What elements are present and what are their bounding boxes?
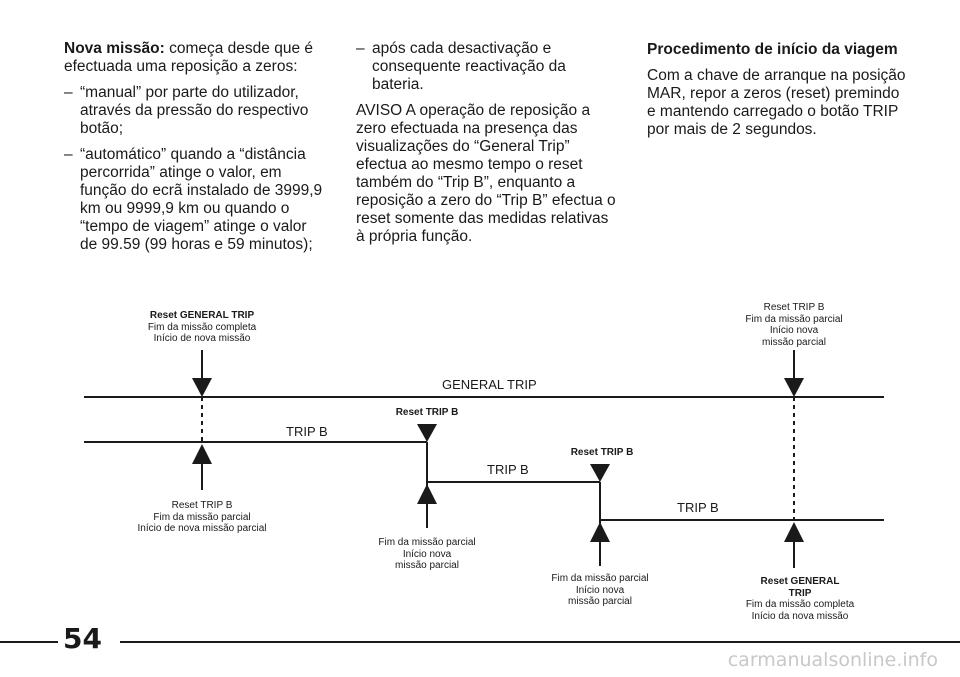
list-item-text: “manual” por parte do utilizador, através da pressão do respectivo botão;: [80, 84, 309, 137]
reset-general-trip-label: [700, 576, 900, 622]
reset-general-trip-label: [102, 310, 302, 345]
label-line: Início da nova missão: [751, 610, 849, 622]
list-item-text: “automático” quando a “distância percorrida” atinge o valor, em função do ecrã instalado de 3999,9 km ou 9999,9 km ou quando o “tempo de viagem” atinge o valor de 99.59 (99 horas e 59 minutos);: [80, 146, 323, 253]
arrow-up-icon: [417, 484, 437, 504]
label-line: Reset TRIP B: [763, 302, 825, 313]
label-line: Fim da missão completa: [745, 599, 855, 610]
label-line: Início de nova missão parcial: [137, 523, 267, 534]
label-line: missão parcial: [762, 336, 826, 348]
label-bold: Reset TRIP B: [395, 407, 459, 418]
watermark: carmanualsonline.info: [727, 649, 938, 671]
arrow-down-icon: [784, 378, 804, 397]
partial-mission-label: [327, 537, 527, 572]
arrow-up-icon: [192, 444, 212, 464]
label-bold: TRIP: [788, 587, 812, 599]
label-line: Fim da missão completa: [147, 321, 257, 333]
label-line: missão parcial: [395, 560, 459, 571]
arrow-down-icon: [417, 424, 437, 442]
label-line: Fim da missão parcial: [378, 537, 476, 548]
partial-mission-label: [500, 573, 700, 608]
section-title: Procedimento de início da viagem: [647, 41, 898, 58]
arrow-up-icon: [590, 522, 610, 542]
label-bold: Reset GENERAL TRIP: [149, 310, 255, 321]
label-line: Início nova: [402, 548, 452, 560]
arrow-down-icon: [192, 378, 212, 397]
label-bold: Reset GENERAL: [760, 576, 840, 587]
label-line: Reset TRIP B: [171, 500, 233, 511]
general-trip-label: GENERAL TRIP: [442, 377, 537, 392]
trip-b-label: TRIP B: [286, 424, 328, 439]
reset-trip-b-label: [502, 447, 702, 459]
reset-trip-b-label: [694, 302, 894, 348]
label-bold: Reset TRIP B: [570, 447, 634, 458]
warning-paragraph: AVISO A operação de reposição a zero efectuada na presença das visualizações do “General Trip” efectua ao mesmo tempo o reset também do “Trip B”, enquanto a reposição a zero do “Trip B” efectua o reset somente das medidas relativas à própria função.: [356, 102, 616, 245]
footer-rule-left: [0, 641, 58, 643]
arrow-down-icon: [590, 464, 610, 482]
trip-b-label: TRIP B: [677, 500, 719, 515]
procedure-text: Com a chave de arranque na posição MAR, repor a zeros (reset) premindo e mantendo carregado o botão TRIP por mais de 2 segundos.: [647, 67, 906, 138]
dash-mark: –: [356, 40, 365, 57]
label-line: missão parcial: [568, 596, 632, 607]
reset-trip-b-label: [327, 407, 527, 419]
label-line: Fim da missão parcial: [745, 313, 843, 325]
page-number: 54: [63, 622, 102, 655]
label-line: Início de nova missão: [153, 333, 251, 344]
intro-heading: Nova missão:: [64, 40, 165, 57]
trip-b-label: TRIP B: [487, 462, 529, 477]
label-line: Início nova: [769, 325, 819, 336]
intro-text: começa desde que é efectuada uma reposição a zeros:: [64, 40, 314, 75]
label-line: Fim da missão parcial: [153, 511, 251, 523]
dash-mark: –: [64, 84, 73, 101]
list-item-text: após cada desactivação e consequente reactivação da bateria.: [372, 40, 566, 93]
dash-mark: –: [64, 146, 73, 163]
label-line: Início nova: [575, 584, 625, 596]
reset-trip-b-label: [102, 500, 302, 535]
footer-rule-right: [120, 641, 960, 643]
label-line: Fim da missão parcial: [551, 573, 649, 584]
arrow-up-icon: [784, 522, 804, 542]
